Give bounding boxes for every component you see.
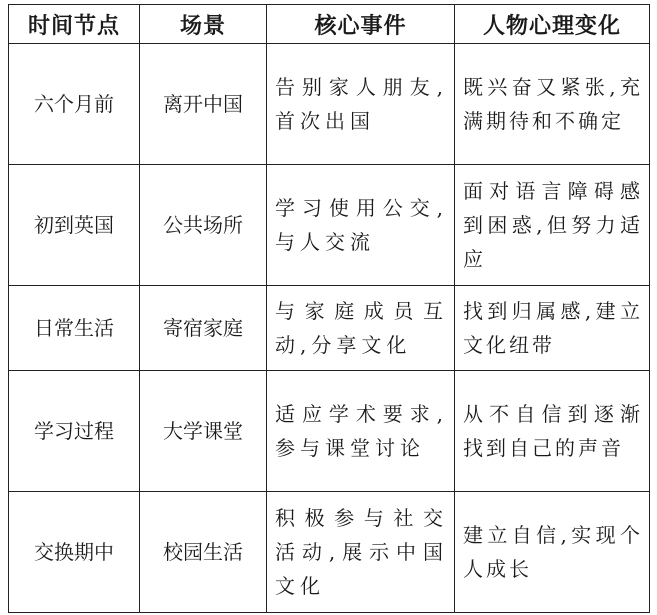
cell-event: 适应学术要求,参与课堂讨论 — [267, 371, 455, 492]
cell-mind: 从不自信到逐渐找到自己的声音 — [455, 371, 650, 492]
cell-scene: 离开中国 — [140, 44, 267, 165]
table-row — [9, 286, 650, 371]
cell-mind: 面对语言障碍感到困惑,但努力适应 — [455, 165, 650, 286]
column-header-mind: 人物心理变化 — [455, 5, 650, 44]
column-header-time: 时间节点 — [9, 5, 140, 44]
cell-time: 学习过程 — [9, 371, 140, 492]
cell-scene: 校园生活 — [140, 492, 267, 613]
cell-scene: 寄宿家庭 — [140, 286, 267, 371]
cell-scene: 公共场所 — [140, 165, 267, 286]
cell-time: 交换期中 — [9, 492, 140, 613]
cell-scene: 大学课堂 — [140, 371, 267, 492]
table-container — [8, 4, 650, 613]
cell-time: 六个月前 — [9, 44, 140, 165]
cell-event: 学习使用公交,与人交流 — [267, 165, 455, 286]
cell-event: 与家庭成员互动,分享文化 — [267, 286, 455, 371]
table-row — [9, 44, 650, 165]
table-row — [9, 371, 650, 492]
data-table — [8, 4, 650, 613]
cell-mind: 找到归属感,建立文化纽带 — [455, 286, 650, 371]
cell-event: 告别家人朋友,首次出国 — [267, 44, 455, 165]
column-header-event: 核心事件 — [267, 5, 455, 44]
table-header-row — [9, 5, 650, 44]
table-row — [9, 165, 650, 286]
table-row — [9, 492, 650, 613]
cell-event: 积极参与社交活动,展示中国文化 — [267, 492, 455, 613]
column-header-scene: 场景 — [140, 5, 267, 44]
cell-mind: 既兴奋又紧张,充满期待和不确定 — [455, 44, 650, 165]
cell-mind: 建立自信,实现个人成长 — [455, 492, 650, 613]
cell-time: 日常生活 — [9, 286, 140, 371]
cell-time: 初到英国 — [9, 165, 140, 286]
